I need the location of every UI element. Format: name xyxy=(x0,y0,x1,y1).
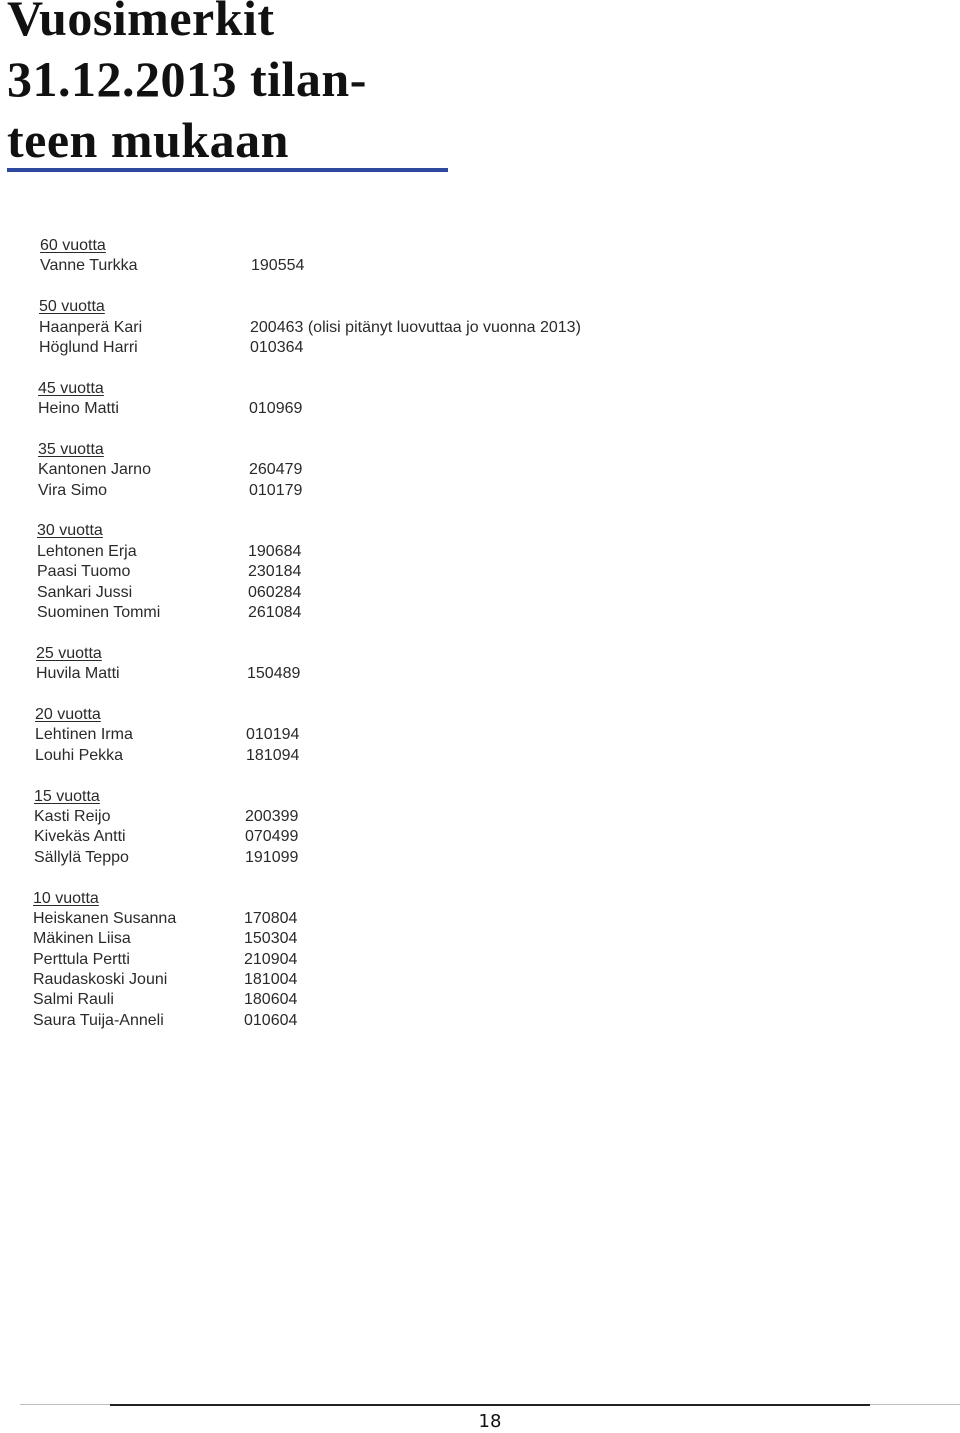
award-group xyxy=(33,889,650,1032)
member-name: Paasi Tuomo xyxy=(37,563,131,581)
member-name: Salmi Rauli xyxy=(33,991,114,1009)
title-underline-rule xyxy=(7,168,448,172)
page-title-line-2: 31.12.2013 tilan- xyxy=(7,51,367,107)
member-code: 261084 xyxy=(248,604,302,622)
member-code: 200399 xyxy=(245,807,299,825)
award-row xyxy=(35,746,650,766)
member-code: 191099 xyxy=(245,848,299,866)
award-group-title: 45 vuotta xyxy=(38,379,104,397)
award-row xyxy=(34,827,650,847)
award-group xyxy=(36,644,650,685)
award-group xyxy=(35,705,650,766)
award-row xyxy=(39,338,650,358)
member-name: Louhi Pekka xyxy=(35,746,124,764)
scanned-award-list xyxy=(30,236,650,1052)
award-row xyxy=(33,970,650,990)
member-name: Kantonen Jarno xyxy=(38,461,151,479)
member-code: 010969 xyxy=(249,400,303,418)
member-code: 010604 xyxy=(244,1011,298,1029)
member-name: Kivekäs Antti xyxy=(34,828,126,846)
member-name: Sällylä Teppo xyxy=(34,848,129,866)
award-row xyxy=(34,807,650,827)
award-row xyxy=(33,950,650,970)
page-title xyxy=(7,0,367,171)
member-name: Saura Tuija-Anneli xyxy=(33,1011,164,1029)
award-group-title: 10 vuotta xyxy=(33,889,99,907)
award-row xyxy=(34,848,650,868)
member-code: 230184 xyxy=(248,563,302,581)
award-group-title: 25 vuotta xyxy=(36,644,102,662)
page-title-line-1: Vuosimerkit xyxy=(7,0,275,46)
member-code: 070499 xyxy=(245,828,299,846)
award-group xyxy=(37,521,650,623)
award-row xyxy=(37,562,650,582)
member-code: 260479 xyxy=(249,461,303,479)
member-name: Perttula Pertti xyxy=(33,950,130,968)
member-code: 181004 xyxy=(244,971,298,989)
award-group-title: 50 vuotta xyxy=(39,298,105,316)
award-group xyxy=(40,236,650,277)
member-code: 010179 xyxy=(249,481,303,499)
member-name: Lehtonen Erja xyxy=(37,542,137,560)
member-code: 010194 xyxy=(246,726,300,744)
member-code: 181094 xyxy=(246,746,300,764)
page-title-line-3: teen mukaan xyxy=(7,112,289,168)
award-group-title: 15 vuotta xyxy=(34,787,100,805)
member-code: 190554 xyxy=(251,257,305,275)
award-group-title: 30 vuotta xyxy=(37,522,103,540)
award-row xyxy=(40,256,650,276)
member-code: 060284 xyxy=(248,583,302,601)
award-row xyxy=(35,725,650,745)
member-code: 150304 xyxy=(244,930,298,948)
member-name: Heiskanen Susanna xyxy=(33,909,177,927)
award-row xyxy=(36,664,650,684)
award-group xyxy=(39,297,650,358)
award-row xyxy=(33,990,650,1010)
member-code: 200463 (olisi pitänyt luovuttaa jo vuonna 2013) xyxy=(250,318,581,336)
award-group-title: 60 vuotta xyxy=(40,237,106,254)
award-row xyxy=(38,399,650,419)
award-row xyxy=(33,909,650,929)
award-group xyxy=(38,379,650,420)
member-name: Huvila Matti xyxy=(36,665,120,683)
member-code: 180604 xyxy=(244,991,298,1009)
member-code: 170804 xyxy=(244,909,298,927)
member-code: 190684 xyxy=(248,542,302,560)
award-group-title: 35 vuotta xyxy=(38,440,104,458)
member-name: Höglund Harri xyxy=(39,338,138,356)
member-name: Vira Simo xyxy=(38,481,108,499)
award-row xyxy=(33,1011,650,1031)
member-code: 010364 xyxy=(250,338,304,356)
award-group xyxy=(34,787,650,869)
member-name: Sankari Jussi xyxy=(37,583,133,601)
member-name: Heino Matti xyxy=(38,400,119,418)
award-row xyxy=(33,929,650,949)
award-row xyxy=(37,542,650,562)
member-name: Haanperä Kari xyxy=(39,318,143,336)
footer-divider-bold xyxy=(110,1404,870,1406)
member-name: Vanne Turkka xyxy=(40,257,138,275)
member-name: Mäkinen Liisa xyxy=(33,930,131,948)
award-group xyxy=(38,440,650,501)
member-name: Raudaskoski Jouni xyxy=(33,971,168,989)
award-group-title: 20 vuotta xyxy=(35,705,101,723)
member-code: 210904 xyxy=(244,950,298,968)
member-name: Suominen Tommi xyxy=(37,604,161,622)
page-number: 18 xyxy=(478,1411,502,1432)
award-row xyxy=(37,583,650,603)
award-row xyxy=(37,603,650,623)
award-row xyxy=(38,481,650,501)
member-name: Kasti Reijo xyxy=(34,807,111,825)
award-row xyxy=(39,318,650,338)
member-name: Lehtinen Irma xyxy=(35,726,133,744)
member-code: 150489 xyxy=(247,665,301,683)
award-row xyxy=(38,460,650,480)
